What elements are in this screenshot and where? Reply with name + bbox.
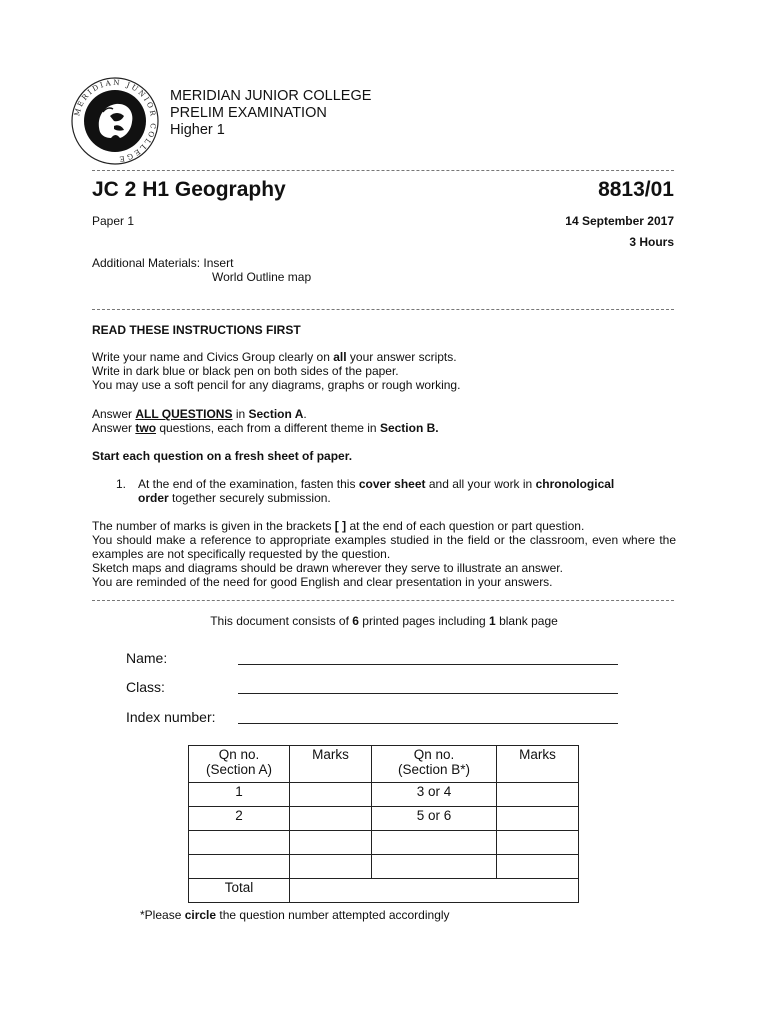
table-row	[189, 831, 579, 855]
empty-cell[interactable]	[290, 855, 372, 879]
class-label: Class:	[126, 679, 165, 695]
instruction-fresh-sheet: Start each question on a fresh sheet of paper.	[92, 449, 353, 463]
marks-cell[interactable]	[290, 807, 372, 831]
name-line[interactable]	[238, 664, 618, 665]
instructions-block-1	[92, 350, 676, 392]
instruction-line: Sketch maps and diagrams should be drawn wherever they serve to illustrate an answer.	[92, 561, 563, 575]
instruction-line: Answer two questions, each from a different theme in Section B.	[92, 421, 439, 435]
empty-cell[interactable]	[290, 831, 372, 855]
footnote: *Please circle the question number attempted accordingly	[140, 908, 450, 922]
instructions-block-2	[92, 407, 676, 435]
school-name: MERIDIAN JUNIOR COLLEGE	[170, 88, 372, 104]
item-number: 1.	[116, 477, 127, 491]
divider	[92, 309, 674, 310]
logo-ring-text: MERIDIAN JUNIOR COLLEGE	[72, 77, 159, 165]
table-header-row	[189, 746, 579, 783]
empty-cell[interactable]	[497, 855, 579, 879]
table-total-row	[189, 879, 579, 903]
total-cell[interactable]	[290, 879, 579, 903]
instruction-item: At the end of the examination, fasten this cover sheet and all your work in chronological order together securely submission.	[138, 477, 615, 505]
header-marks-a: Marks	[290, 746, 372, 783]
exam-duration: 3 Hours	[629, 235, 674, 249]
header-qn-section-a: Qn no. (Section A)	[189, 746, 290, 783]
qn-b-cell: 3 or 4	[372, 783, 497, 807]
school-header	[170, 88, 371, 139]
index-label: Index number:	[126, 709, 216, 725]
instructions-block-3	[92, 519, 676, 589]
table-row	[189, 855, 579, 879]
name-label: Name:	[126, 650, 168, 666]
qn-a-cell: 2	[189, 807, 290, 831]
instruction-line: You may use a soft pencil for any diagrams, graphs or rough working.	[92, 378, 461, 392]
instruction-line: Write in dark blue or black pen on both sides of the paper.	[92, 364, 399, 378]
qn-b-cell: 5 or 6	[372, 807, 497, 831]
materials-label	[92, 256, 233, 271]
exam-name: PRELIM EXAMINATION	[170, 105, 327, 121]
header-qn-section-b: Qn no. (Section B*)	[372, 746, 497, 783]
empty-cell[interactable]	[189, 855, 290, 879]
empty-cell[interactable]	[372, 855, 497, 879]
paper-code: 8813/01	[598, 178, 674, 201]
empty-cell[interactable]	[497, 831, 579, 855]
instruction-line: You should make a reference to appropriate examples studied in the field or the classroom, even where the examples are not specifically requested by the question.	[92, 533, 676, 561]
document-consists: This document consists of 6 printed pages including 1 blank page	[210, 614, 558, 628]
empty-cell[interactable]	[189, 831, 290, 855]
empty-cell[interactable]	[372, 831, 497, 855]
qn-a-cell: 1	[189, 783, 290, 807]
marks-cell[interactable]	[290, 783, 372, 807]
marks-cell[interactable]	[497, 807, 579, 831]
exam-level: Higher 1	[170, 122, 225, 138]
marks-cell[interactable]	[497, 783, 579, 807]
instruction-line: Answer ALL QUESTIONS in Section A.	[92, 407, 307, 421]
divider	[92, 600, 674, 601]
paper-title: JC 2 H1 Geography	[92, 178, 286, 201]
divider	[92, 170, 674, 171]
table-row	[189, 807, 579, 831]
total-label: Total	[189, 879, 290, 903]
materials-insert: Insert	[203, 256, 234, 270]
college-logo	[70, 76, 160, 166]
class-line[interactable]	[238, 693, 618, 694]
marks-table	[188, 745, 579, 903]
header-marks-b: Marks	[497, 746, 579, 783]
materials-map: World Outline map	[212, 270, 312, 284]
table-row	[189, 783, 579, 807]
paper-number: Paper 1	[92, 214, 135, 228]
instruction-line: Write your name and Civics Group clearly on all your answer scripts.	[92, 350, 457, 364]
instruction-line: The number of marks is given in the brackets [ ] at the end of each question or part question.	[92, 519, 585, 533]
index-line[interactable]	[238, 723, 618, 724]
instructions-heading: READ THESE INSTRUCTIONS FIRST	[92, 323, 301, 337]
instruction-line: You are reminded of the need for good English and clear presentation in your answers.	[92, 575, 553, 589]
materials-label-text: Additional Materials:	[92, 256, 201, 270]
exam-date: 14 September 2017	[565, 214, 674, 228]
